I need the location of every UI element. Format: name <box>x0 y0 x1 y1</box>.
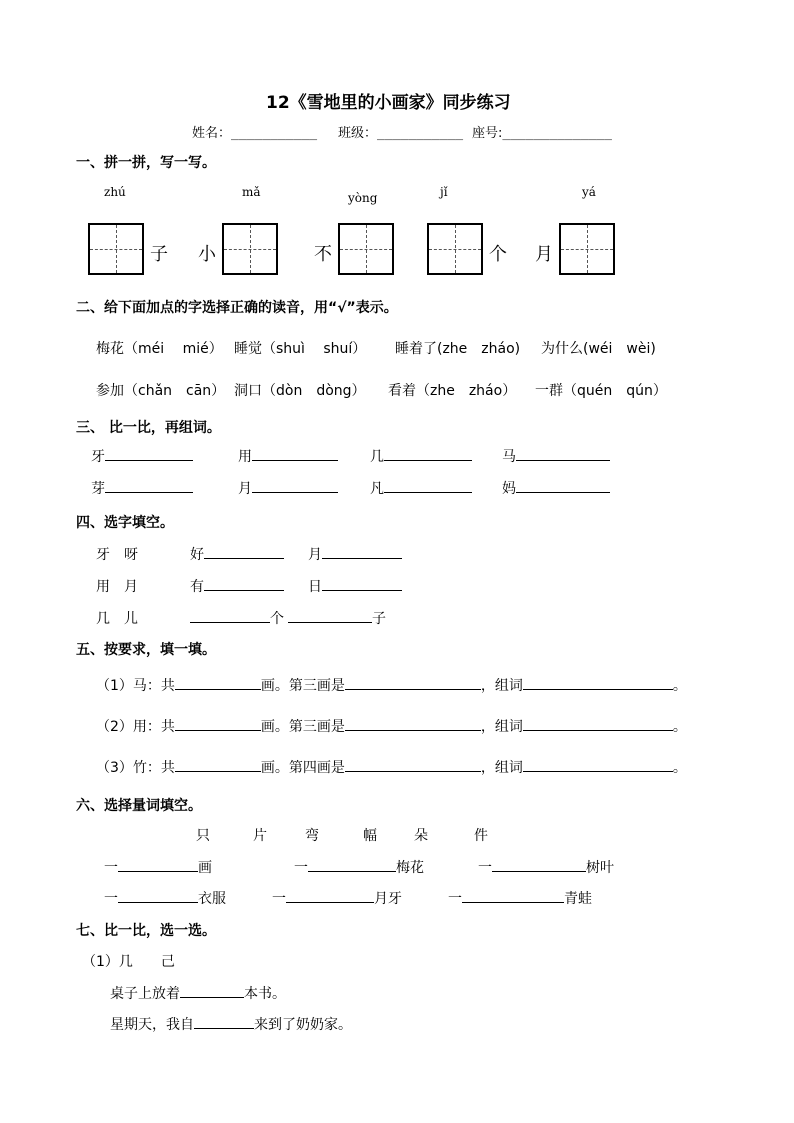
reading-option[interactable]: 睡觉（shuì shuí） <box>234 341 367 357</box>
stroke-item <box>96 716 687 736</box>
answer-blank[interactable] <box>516 446 610 461</box>
compare-char: 用 <box>238 449 252 465</box>
grid-char-3: 不 <box>314 244 332 265</box>
compare-char: 牙 <box>91 449 105 465</box>
one-char: 一 <box>478 860 492 876</box>
word-blank[interactable] <box>523 757 673 772</box>
word-blank[interactable] <box>523 675 673 690</box>
stroke-count-blank[interactable] <box>175 716 261 731</box>
stroke-item <box>96 757 687 777</box>
pinyin-3: yòng <box>348 191 378 205</box>
answer-blank[interactable] <box>105 478 193 493</box>
pinyin-5: yá <box>582 185 596 199</box>
class-label: 班级： <box>338 126 378 141</box>
grid-char-5: 月 <box>535 244 553 265</box>
answer-blank[interactable] <box>180 983 244 998</box>
fill-char: 个 <box>270 611 284 627</box>
answer-blank[interactable] <box>308 857 396 872</box>
fill-char: 有 <box>190 579 204 595</box>
compare-item <box>502 478 610 498</box>
sentence-text: 来到了奶奶家。 <box>254 1017 352 1033</box>
seat-blank: ______________ <box>502 126 612 141</box>
fill-item <box>288 608 386 628</box>
answer-blank[interactable] <box>118 888 198 903</box>
reading-option[interactable]: 参加（chǎn cān） <box>96 383 226 399</box>
item-mid: 画。第三画是 <box>260 678 345 694</box>
fill-char: 好 <box>190 547 204 563</box>
sub-question-1: （1）几 己 <box>82 954 175 970</box>
compare-item <box>91 478 193 498</box>
section-1-heading: 一、拼一拼，写一写。 <box>76 155 216 171</box>
compare-char: 妈 <box>502 481 516 497</box>
sentence-1 <box>110 983 286 1003</box>
grid-char-1: 子 <box>150 244 168 265</box>
stroke-blank[interactable] <box>345 675 481 690</box>
measure-word-option: 片 <box>253 828 267 844</box>
one-char: 一 <box>272 891 286 907</box>
item-post: ，组词 <box>480 719 523 735</box>
stroke-blank[interactable] <box>345 716 481 731</box>
reading-option[interactable]: 梅花（méi mié） <box>96 341 223 357</box>
item-end: 。 <box>672 760 687 776</box>
answer-blank[interactable] <box>105 446 193 461</box>
item-end: 。 <box>672 719 687 735</box>
section-2-heading: 二、给下面加点的字选择正确的读音，用“√”表示。 <box>76 300 398 316</box>
measure-word-option: 只 <box>196 828 210 844</box>
seat-label: 座号: <box>472 126 503 141</box>
name-field <box>192 122 317 141</box>
fill-char: 月 <box>308 547 322 563</box>
answer-blank[interactable] <box>252 446 338 461</box>
compare-item <box>91 446 193 466</box>
compare-char: 马 <box>502 449 516 465</box>
sentence-text: 星期天，我自 <box>110 1017 194 1033</box>
compare-char: 凡 <box>370 481 384 497</box>
answer-blank[interactable] <box>204 576 284 591</box>
writing-grid-2[interactable] <box>222 223 278 275</box>
section-5-heading: 五、按要求，填一填。 <box>76 642 216 658</box>
class-field <box>338 122 463 141</box>
reading-option[interactable]: 睡着了(zhe zháo) <box>395 341 521 357</box>
item-post: ，组词 <box>480 760 523 776</box>
compare-item <box>502 446 610 466</box>
name-label: 姓名： <box>192 126 232 141</box>
compare-char: 芽 <box>91 481 105 497</box>
char-pair: 用 月 <box>96 579 138 595</box>
noun: 画 <box>198 860 212 876</box>
item-prefix: （1）马：共 <box>96 678 175 694</box>
section-3-heading: 三、 比一比，再组词。 <box>76 420 221 436</box>
noun: 月牙 <box>374 891 402 907</box>
fill-item <box>190 608 284 628</box>
grid-char-4: 个 <box>489 244 507 265</box>
sentence-2 <box>110 1014 352 1034</box>
noun: 梅花 <box>396 860 424 876</box>
item-prefix: （2）用：共 <box>96 719 175 735</box>
fill-char: 日 <box>308 579 322 595</box>
class-blank: ___________ <box>377 126 464 141</box>
fill-item <box>308 576 402 596</box>
measure-word-option: 幅 <box>363 828 377 844</box>
seat-field <box>472 122 612 141</box>
answer-blank[interactable] <box>492 857 586 872</box>
answer-blank[interactable] <box>516 478 610 493</box>
compare-item <box>238 446 338 466</box>
measure-item <box>104 857 212 877</box>
measure-word-option: 朵 <box>414 828 428 844</box>
answer-blank[interactable] <box>288 608 372 623</box>
fill-item <box>190 576 284 596</box>
grid-char-2: 小 <box>198 244 216 265</box>
one-char: 一 <box>448 891 462 907</box>
measure-word-option: 件 <box>474 828 488 844</box>
fill-char: 子 <box>372 611 386 627</box>
answer-blank[interactable] <box>322 576 402 591</box>
section-6-heading: 六、选择量词填空。 <box>76 798 202 814</box>
stroke-count-blank[interactable] <box>175 757 261 772</box>
answer-blank[interactable] <box>322 544 402 559</box>
answer-blank[interactable] <box>252 478 338 493</box>
section-4-heading: 四、选字填空。 <box>76 515 174 531</box>
section-7-heading: 七、比一比，选一选。 <box>76 923 216 939</box>
noun: 青蛙 <box>564 891 592 907</box>
one-char: 一 <box>104 860 118 876</box>
stroke-item <box>96 675 687 695</box>
reading-option[interactable]: 洞口（dòn dòng） <box>234 383 366 399</box>
stroke-blank[interactable] <box>345 757 481 772</box>
measure-item <box>294 857 424 877</box>
answer-blank[interactable] <box>384 446 472 461</box>
fill-item <box>190 544 284 564</box>
compare-item <box>238 478 338 498</box>
item-mid: 画。第四画是 <box>260 760 345 776</box>
reading-option[interactable]: 看着（zhe zháo） <box>388 383 517 399</box>
reading-option[interactable]: 为什么(wéi wèi) <box>541 341 656 357</box>
one-char: 一 <box>294 860 308 876</box>
compare-item <box>370 446 472 466</box>
item-mid: 画。第三画是 <box>260 719 345 735</box>
reading-option[interactable]: 一群（quén qún） <box>535 383 667 399</box>
pinyin-1: zhú <box>104 185 126 199</box>
writing-grid-1[interactable] <box>88 223 144 275</box>
stroke-count-blank[interactable] <box>175 675 261 690</box>
writing-grid-4[interactable] <box>427 223 483 275</box>
measure-item <box>104 888 226 908</box>
char-pair: 牙 呀 <box>96 547 138 563</box>
compare-item <box>370 478 472 498</box>
item-prefix: （3）竹：共 <box>96 760 175 776</box>
measure-word-option: 弯 <box>305 828 319 844</box>
answer-blank[interactable] <box>194 1014 254 1029</box>
char-pair: 几 儿 <box>96 611 138 627</box>
item-post: ，组词 <box>480 678 523 694</box>
answer-blank[interactable] <box>190 608 270 623</box>
sentence-text: 桌子上放着 <box>110 986 180 1002</box>
measure-item <box>478 857 614 877</box>
answer-blank[interactable] <box>118 857 198 872</box>
name-blank: ___________ <box>231 126 318 141</box>
word-blank[interactable] <box>523 716 673 731</box>
measure-item <box>272 888 402 908</box>
noun: 衣服 <box>198 891 226 907</box>
answer-blank[interactable] <box>462 888 564 903</box>
pinyin-2: mǎ <box>242 185 261 199</box>
one-char: 一 <box>104 891 118 907</box>
answer-blank[interactable] <box>204 544 284 559</box>
sentence-text: 本书。 <box>244 986 286 1002</box>
writing-grid-3[interactable] <box>338 223 394 275</box>
page-title: 12《雪地里的小画家》同步练习 <box>266 93 511 113</box>
compare-char: 几 <box>370 449 384 465</box>
item-end: 。 <box>672 678 687 694</box>
compare-char: 月 <box>238 481 252 497</box>
noun: 树叶 <box>586 860 614 876</box>
measure-item <box>448 888 592 908</box>
fill-item <box>308 544 402 564</box>
pinyin-4: jǐ <box>440 185 448 199</box>
answer-blank[interactable] <box>286 888 374 903</box>
answer-blank[interactable] <box>384 478 472 493</box>
writing-grid-5[interactable] <box>559 223 615 275</box>
